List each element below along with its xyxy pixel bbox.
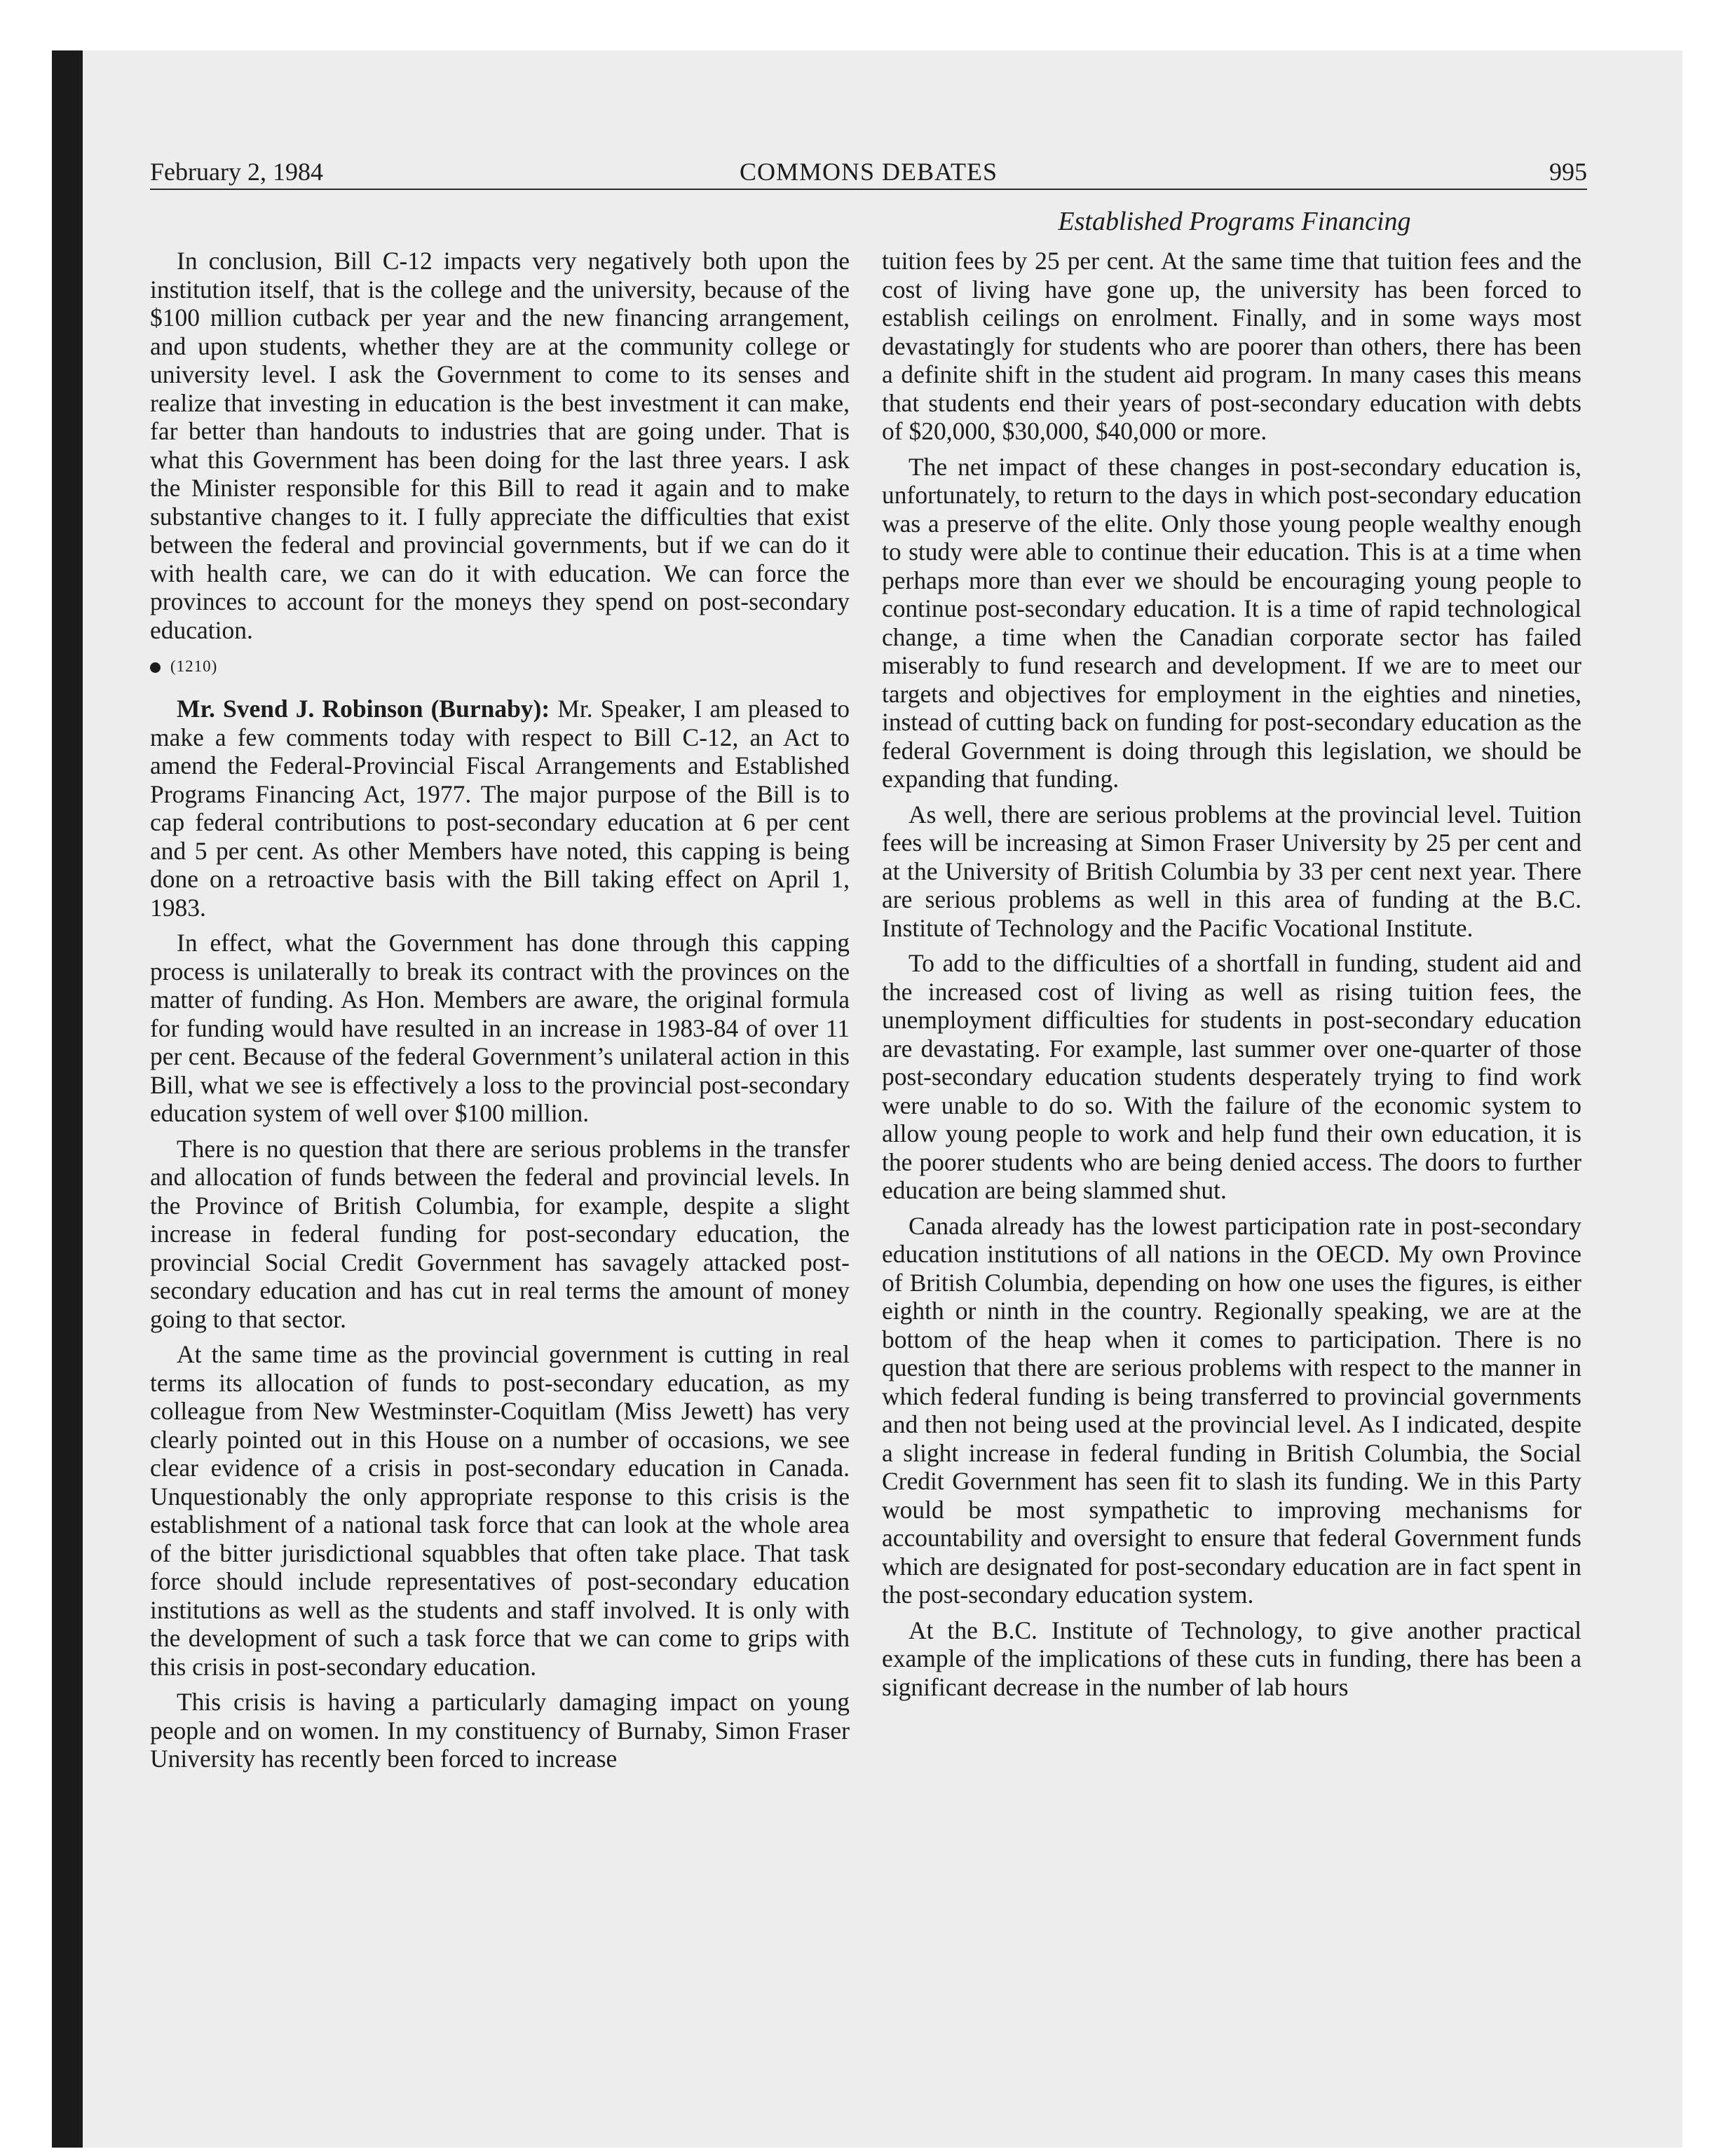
paragraph (150, 695, 850, 922)
binding-edge (52, 50, 83, 2148)
paragraph: In effect, what the Government has done through this capping process is unilaterally to break its contract with the provinces on the matter of funding. As Hon. Members are aware, the original formula for funding would have resulted in an increase in 1983-84 of over 11 per cent. Because of the federal Government’s unilateral action in this Bill, what we see is effectively a loss to the provincial post-secondary education system of well over $100 million. (150, 929, 850, 1127)
timestamp-text: (1210) (170, 657, 218, 675)
paragraph: The net impact of these changes in post-secondary education is, unfortunately, to return to the days in which post-secondary education was a preserve of the elite. Only those young people wealthy enough to study were able to continue their education. This is at a time when perhaps more than ever we should be encouraging young people to continue post-secondary education. It is a time of rapid technological change, a time when the Canadian corporate sector has failed miserably to fund research and development. If we are to meet our targets and objectives for employment in the eighties and nineties, instead of cutting back on funding for post-secondary education as the federal Government is doing through this legislation, we should be expanding that funding. (882, 452, 1581, 793)
paragraph: There is no question that there are serious problems in the transfer and allocation of funds between the federal and provincial levels. In the Province of British Columbia, for example, despite a slight increase in federal funding for post-secondary education, the provincial Social Credit Government has savagely attacked post-secondary education and has cut in real terms the amount of money going to that sector. (150, 1134, 850, 1333)
running-title: Established Programs Financing (1058, 207, 1411, 236)
paragraph: Canada already has the lowest participation rate in post-secondary education institutions of all nations in the OECD. My own Province of British Columbia, depending on how one uses the figures, is either eighth or ninth in the country. Regionally speaking, we are at the bottom of the heap when it comes to participation. There is no question that there are serious problems with respect to the manner in which federal funding is being transferred to provincial governments and then not being used at the provincial level. As I indicated, despite a slight increase in federal funding in British Columbia, the Social Credit Government has seen fit to slash its funding. We in this Party would be most sympathetic to improving mechanisms for accountability and oversight to ensure that federal Government funds which are designated for post-secondary education are in fact spent in the post-secondary education system. (882, 1211, 1581, 1609)
paragraph: In conclusion, Bill C-12 impacts very negatively both upon the institution itself, that is the college and the university, because of the $100 million cutback per year and the new financing arrangement, and upon students, whether they are at the community college or university level. I ask the Government to come to its senses and realize that investing in education is the best investment it can make, far better than handouts to industries that are going under. That is what this Government has been doing for the last three years. I ask the Minister responsible for this Bill to read it again and to make substantive changes to it. I fully appreciate the difficulties that exist between the federal and provincial governments, but if we can do it with health care, we can do it with education. We can force the provinces to account for the moneys they spend on post-secondary education. (150, 247, 850, 644)
right-column (882, 247, 1581, 1708)
header-date: February 2, 1984 (150, 158, 323, 186)
header-page-number: 995 (1549, 158, 1587, 186)
bullet-icon (150, 662, 161, 673)
paragraph: At the same time as the provincial government is cutting in real terms its allocation of funds to post-secondary education, as my colleague from New Westminster-Coquitlam (Miss Jewett) has very clearly pointed out in this House on a number of occasions, we see clear evidence of a crisis in post-secondary education in Canada. Unquestionably the only appropriate response to this crisis is the establishment of a national task force that can look at the whole area of the bitter jurisdictional squabbles that often take place. That task force should include representatives of post-secondary education institutions as well as the students and staff involved. It is only with the development of such a task force that we can come to grips with this crisis in post-secondary education. (150, 1340, 850, 1681)
paragraph: This crisis is having a particularly damaging impact on young people and on women. In my constituency of Burnaby, Simon Fraser University has recently been forced to increase (150, 1688, 850, 1773)
paragraph: As well, there are serious problems at the provincial level. Tuition fees will be increasing at Simon Fraser University by 25 per cent and at the University of British Columbia by 33 per cent next year. There are serious problems as well in this area of funding at the B.C. Institute of Technology and the Pacific Vocational Institute. (882, 800, 1581, 942)
paragraph: At the B.C. Institute of Technology, to give another practical example of the implications of these cuts in funding, there has been a significant decrease in the number of lab hours (882, 1616, 1581, 1701)
left-column (150, 247, 850, 1780)
timestamp-marker (150, 653, 850, 681)
header-journal-title: COMMONS DEBATES (739, 158, 998, 186)
speaker-name: Mr. Svend J. Robinson (Burnaby): (177, 695, 550, 723)
header-rule (150, 189, 1587, 190)
paragraph: tuition fees by 25 per cent. At the same time that tuition fees and the cost of living have gone up, the university has been forced to establish ceilings on enrolment. Finally, and in some ways most devastatingly for students who are poorer than others, there has been a definite shift in the student aid program. In many cases this means that students end their years of post-secondary education with debts of $20,000, $30,000, $40,000 or more. (882, 247, 1581, 445)
page-header (150, 156, 1587, 191)
paragraph: To add to the difficulties of a shortfall in funding, student aid and the increased cost of living as well as rising tuition fees, the unemployment difficulties for students in post-secondary education are devastating. For example, last summer over one-quarter of those post-secondary education students desperately trying to find work were unable to do so. With the failure of the economic system to allow young people to work and help fund their own education, it is the poorer students who are being denied access. The doors to further education are being slammed shut. (882, 949, 1581, 1204)
speech-text: Mr. Speaker, I am pleased to make a few comments today with respect to Bill C-12, an Act to amend the Federal-Provincial Fiscal Arrangements and Established Programs Financing Act, 1977. The major purpose of the Bill is to cap federal contributions to post-secondary education at 6 per cent and 5 per cent. As other Members have noted, this capping is being done on a retroactive basis with the Bill taking effect on April 1, 1983. (150, 695, 850, 922)
